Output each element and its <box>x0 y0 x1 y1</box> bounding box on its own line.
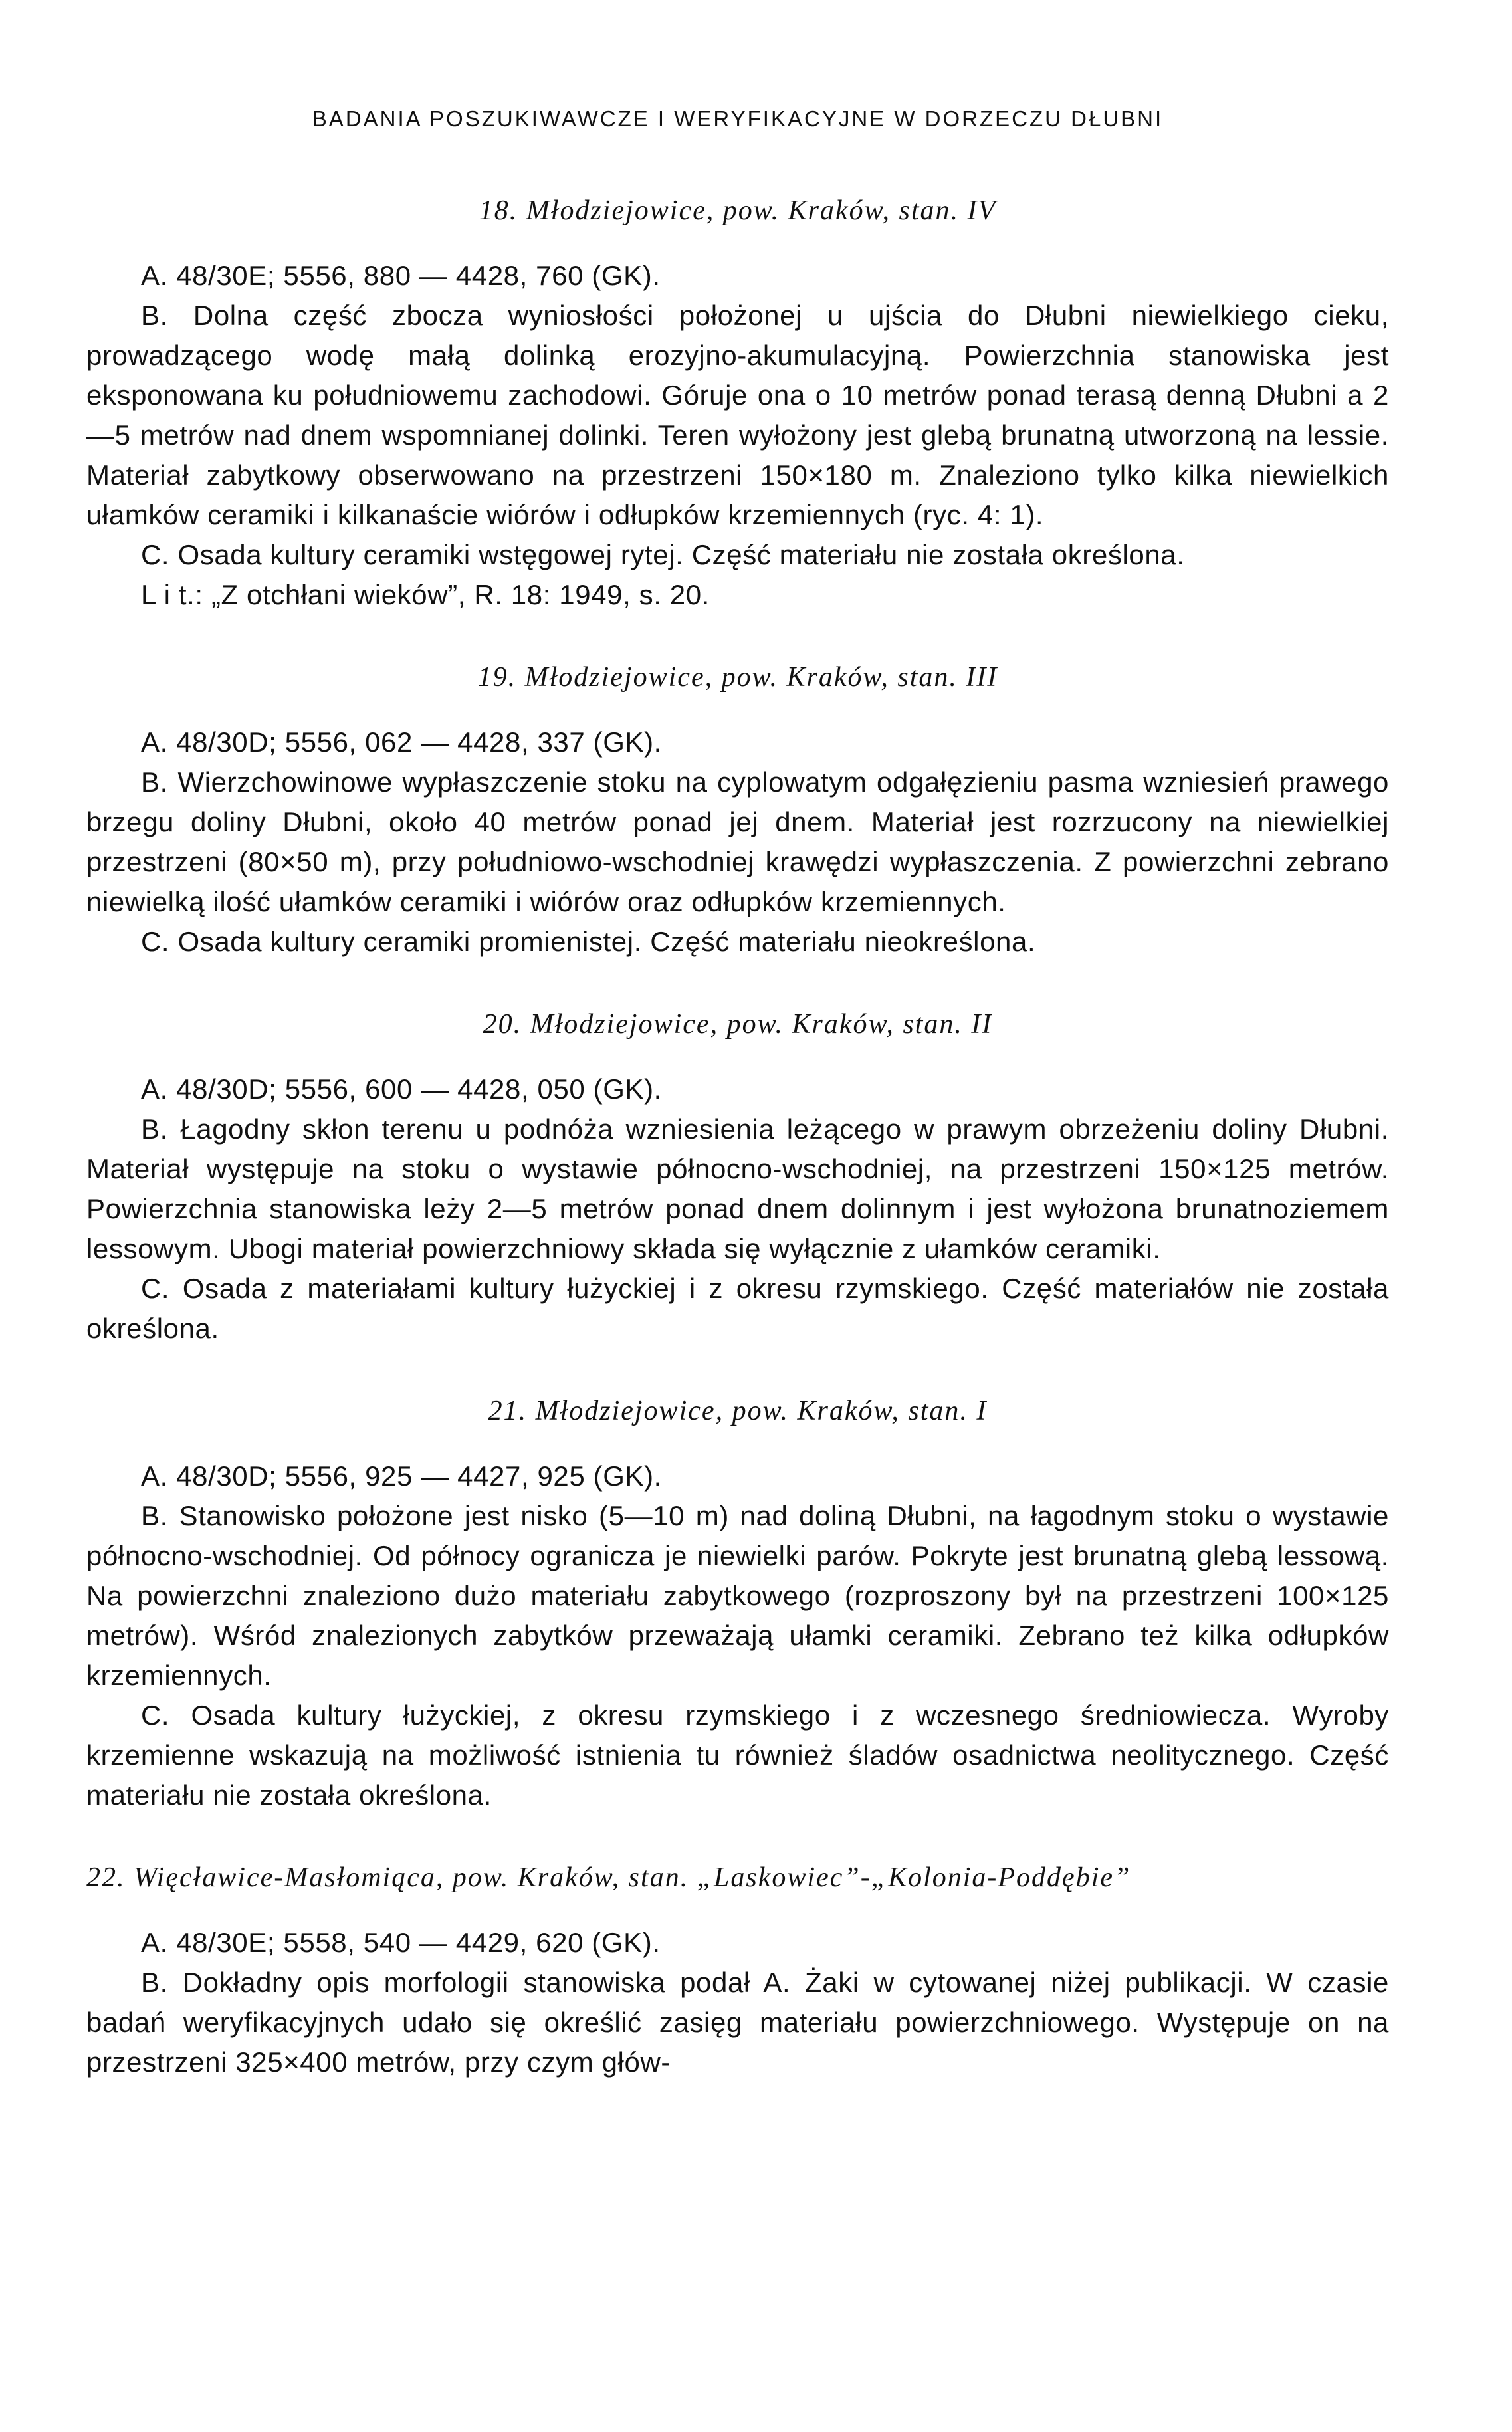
page <box>86 100 1389 2129</box>
entry-title: 21. Młodziejowice, pow. Kraków, stan. I <box>488 1396 988 1426</box>
entry-20 <box>86 1008 1389 1349</box>
entry-22 <box>86 1862 1389 2082</box>
paragraph-a: A. 48/30E; 5556, 880 — 4428, 760 (GK). <box>141 260 661 291</box>
paragraph-b: B. Dokładny opis morfologii stanowiska podał A. Żaki w cytowanej niżej publikacji. W czasie badań weryfikacyjnych udało się określić zasięg materiału powierzchniowego. Występuje on na przestrzeni 325×400 metrów, przy czym głów- <box>86 1967 1389 2078</box>
paragraph-c: C. Osada kultury ceramiki promienistej. Część materiału nieokreślona. <box>141 926 1036 957</box>
paragraph-a: A. 48/30D; 5556, 062 — 4428, 337 (GK). <box>141 726 662 758</box>
paragraph-b: B. Dolna część zbocza wyniosłości położonej u ujścia do Dłubni niewielkiego cieku, prowadzącego wodę małą dolinką erozyjno-akumulacyjną. Powierzchnia stanowiska jest eksponowana ku południowemu zachodowi. Góruje ona o 10 metrów ponad terasą denną Dłubni a 2—5 metrów nad dnem wspomnianej dolinki. Teren wyłożony jest glebą brunatną utworzoną na lessie. Materiał zabytkowy obserwowano na przestrzeni 150×180 m. Znaleziono tylko kilka niewielkich ułamków ceramiki i kilkanaście wiórów i odłupków krzemiennych (ryc. 4: 1). <box>86 300 1389 530</box>
entry-title: 22. Więcławice-Masłomiąca, pow. Kraków, stan. „Laskowiec”-„Kolonia-Poddębie” <box>86 1862 1131 1893</box>
running-head: BADANIA POSZUKIWAWCZE I WERYFIKACYJNE W DORZECZU DŁUBNI <box>312 106 1164 131</box>
paragraph-b: B. Łagodny skłon terenu u podnóża wzniesienia leżącego w prawym obrzeżeniu doliny Dłubni. Materiał występuje na stoku o wystawie północno-wschodniej, na przestrzeni 150×125 metrów. Powierzchnia stanowiska leży 2—5 metrów ponad dnem dolinnym i jest wyłożona brunatnoziemem lessowym. Ubogi materiał powierzchniowy składa się wyłącznie z ułamków ceramiki. <box>86 1113 1389 1264</box>
paragraph-a: A. 48/30D; 5556, 925 — 4427, 925 (GK). <box>141 1460 662 1492</box>
entry-18 <box>86 195 1389 615</box>
entry-21 <box>86 1395 1389 1815</box>
entry-title: 20. Młodziejowice, pow. Kraków, stan. II <box>483 1009 993 1040</box>
paragraph-b: B. Stanowisko położone jest nisko (5—10 m) nad doliną Dłubni, na łagodnym stoku o wystawie północno-wschodniej. Od północy ogranicza je niewielki parów. Pokryte jest brunatną glebą lessową. Na powierzchni znaleziono dużo materiału zabytkowego (rozproszony był na przestrzeni 100×125 metrów). Wśród znalezionych zabytków przeważają ułamki ceramiki. Zebrano też kilka odłupków krzemiennych. <box>86 1500 1389 1691</box>
paragraph-c: C. Osada kultury łużyckiej, z okresu rzymskiego i z wczesnego średniowiecza. Wyroby krzemienne wskazują na możliwość istnienia tu również śladów osadnictwa neolitycznego. Część materiału nie została określona. <box>86 1700 1389 1811</box>
paragraph-a: A. 48/30D; 5556, 600 — 4428, 050 (GK). <box>141 1073 662 1105</box>
entry-19 <box>86 661 1389 962</box>
paragraph-b: B. Wierzchowinowe wypłaszczenie stoku na cyplowatym odgałęzieniu pasma wzniesień prawego brzegu doliny Dłubni, około 40 metrów ponad jej dnem. Materiał jest rozrzucony na niewielkiej przestrzeni (80×50 m), przy południowo-wschodniej krawędzi wypłaszczenia. Z powierzchni zebrano niewielką ilość ułamków ceramiki i wiórów oraz odłupków krzemiennych. <box>86 766 1389 917</box>
paragraph-c: C. Osada kultury ceramiki wstęgowej rytej. Część materiału nie została określona. <box>141 539 1185 570</box>
entry-title: 19. Młodziejowice, pow. Kraków, stan. III <box>477 662 998 693</box>
paragraph-lit: L i t.: „Z otchłani wieków”, R. 18: 1949, s. 20. <box>141 579 710 610</box>
paragraph-c: C. Osada z materiałami kultury łużyckiej i z okresu rzymskiego. Część materiałów nie została określona. <box>86 1273 1389 1344</box>
paragraph-a: A. 48/30E; 5558, 540 — 4429, 620 (GK). <box>141 1927 661 1958</box>
entry-title: 18. Młodziejowice, pow. Kraków, stan. IV <box>479 195 997 226</box>
